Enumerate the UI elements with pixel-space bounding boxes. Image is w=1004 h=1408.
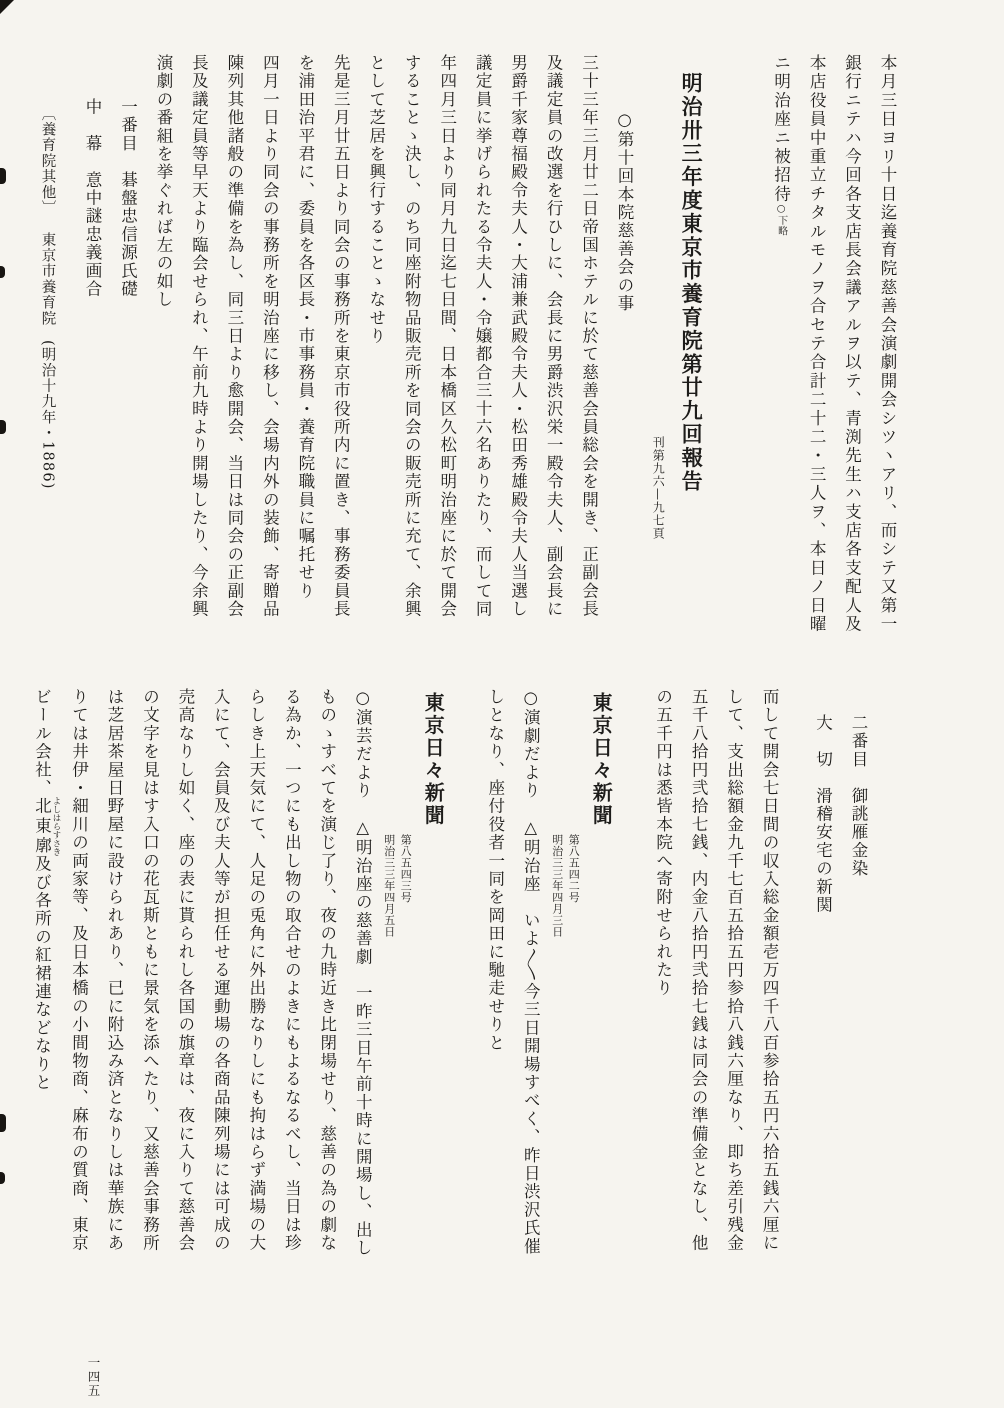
accounting-line: の五千円は悉皆本院へ寄附せられたり	[653, 688, 673, 998]
news-line: 売高なりし如く、座の表に貰られし各国の旗章は、夜に入りて慈善会	[175, 688, 195, 1253]
line-text-post: 及び各所の紅裙連などなりと	[32, 855, 52, 1092]
scan-artifact	[0, 420, 6, 434]
news-line: 入にて、会員及び夫人等が担任せる運動場の各商品陳列場には可成の	[211, 688, 231, 1253]
section-heading: ○第十回本院慈善会の事	[615, 110, 635, 313]
bottom-text-band	[24, 688, 876, 1404]
newspaper-name: 東京日々新聞	[589, 692, 614, 827]
news-line: は芝居茶屋日野屋に設けられあり、已に附込み済となりしは華族にあ	[104, 688, 124, 1253]
newspaper-issue-date	[548, 688, 581, 1404]
body-line: 陳列其他諸般の準備を為し、同三日より愈開会、当日は同会の正副会	[224, 54, 244, 619]
scan-artifact	[0, 168, 6, 184]
body-line: 年四月三日より同月九日迄七日間、日本橋区久松町明治座に於て開会	[437, 54, 457, 619]
program-line: 大 切 滑稽安宅の新関	[813, 714, 833, 915]
attribution-year: (明治十九年・1886)	[39, 340, 56, 490]
omission-note: ○下略	[775, 203, 787, 237]
ruby-furigana: よしはらすさき	[51, 796, 62, 856]
attribution-source: 東京市養育院	[39, 231, 56, 327]
news-line: る為か、一つにも出し物の取合せのよきにもよるなるべし、当日は珍	[282, 688, 302, 1253]
issue-number: 第八五四二号	[567, 834, 581, 903]
scan-artifact	[0, 0, 14, 14]
quote-line: 銀行ニテハ今回各支店長会議アルヲ以テ、青渕先生ハ支店各支配人及	[842, 54, 862, 634]
issue-number: 第八五四三号	[399, 834, 413, 903]
quote-line: 本店役員中重立チタルモノヲ合セテ合計二十二・三人ヲ、本日ノ日曜	[807, 54, 827, 634]
accounting-line: 而して開会七日間の収入総金額壱万四千八百参拾五円六拾五銭六厘に	[760, 688, 780, 1253]
scan-artifact	[0, 1172, 5, 1184]
news-line: らしき上天気にて、人足の兎角に外出勝なりしにも拘はらず満場の大	[246, 688, 266, 1253]
report-pages-reference: 刊第九六—九七頁	[651, 436, 666, 540]
body-line: 男爵千家尊福殿令夫人・大浦兼武殿令夫人・松田秀雄殿令夫人当選し	[508, 54, 528, 619]
scan-artifact	[0, 266, 5, 278]
body-line: 議定員に挙げられたる令夫人・令嬢都合三十六名ありたり、而して同	[473, 54, 493, 619]
line-text-pre: ビール会社、	[32, 688, 52, 798]
quote-line: 本月三日ヨリ十日迄養育院慈善会演劇開会シツヽアリ、而シテ又第一	[878, 54, 897, 634]
top-text-band	[35, 54, 905, 666]
body-line: を浦田治平君に、委員を各区長・市事務員・養育院職員に嘱托せり	[295, 54, 315, 600]
news-line: りては井伊・細川の両家等、及日本橋の小間物商、麻布の質商、東京	[69, 688, 89, 1253]
news-line-with-ruby	[24, 688, 61, 1404]
program-line: 中 幕 意中謎忠義画合	[83, 98, 103, 299]
body-line: 四月一日より同会の事務所を明治座に移し、会場内外の装飾、寄贈品	[260, 54, 280, 619]
quote-line-last	[763, 54, 798, 666]
news-line: の文字を見はす入口の花瓦斯ともに景気を添へたり、又慈善会事務所	[140, 688, 160, 1253]
newspaper-issue-date	[380, 688, 413, 1404]
attribution-category: 〔養育院其他〕	[39, 106, 56, 216]
news-line: しとなり、座付役者一同を岡田に馳走せりと	[485, 688, 505, 1052]
body-line: 先是三月廿五日より同会の事務所を東京市役所内に置き、事務委員長	[331, 54, 351, 619]
program-line: 二番目 御誂雁金染	[849, 714, 868, 878]
body-line: することゝ決し、のち同座附物品販売所を同会の販売所に充て、余興	[402, 54, 422, 619]
issue-date: 明治三三年四月五日	[382, 834, 396, 938]
body-line: として芝居を興行することゝなせり	[366, 54, 386, 346]
body-line: 長及議定員等早天より臨会せられ、午前九時より開場したり、今余興	[189, 54, 209, 619]
report-title: 明治卅三年度東京市養育院第廿九回報告	[679, 72, 705, 494]
ruby-yoshiwara-susaki	[32, 796, 62, 856]
news-line: ものゝすべてを演じ了り、夜の九時近き比閉場せり、慈善の為の劇な	[317, 688, 337, 1253]
body-line: 及議定員の改選を行ひしに、会長に男爵渋沢栄一殿令夫人、副会長に	[544, 54, 564, 619]
source-attribution	[35, 54, 58, 666]
news-line: ○演芸だより △明治座の慈善劇 一昨三日午前十時に開場し、出し	[353, 688, 373, 1258]
newspaper-name: 東京日々新聞	[421, 692, 446, 827]
scan-artifact	[0, 1114, 6, 1132]
news-line: ○演劇だより △明治座 いよ〳〵今三日開場すべく、昨日渋沢氏催	[521, 688, 541, 1256]
program-line: 一番目 碁盤忠信源氏礎	[118, 98, 138, 299]
body-line: 演劇の番組を挙ぐれば左の如し	[153, 54, 173, 309]
accounting-line: して、支出総額金九千七百五拾五円参拾八銭六厘なり、即ち差引残金	[724, 688, 744, 1253]
issue-date: 明治三三年四月三日	[550, 834, 564, 938]
accounting-line: 五千八拾円弐拾七銭、内金八拾円弐拾七銭は同会の準備金となし、他	[689, 688, 709, 1253]
ruby-base: 北東廓	[32, 796, 52, 856]
quote-line-text: ニ明治座ニ被招待	[771, 54, 791, 204]
page-number: 一四五	[86, 1356, 101, 1398]
body-line: 三十三年三月廿二日帝国ホテルに於て慈善会員総会を開き、正副会長	[579, 54, 599, 619]
